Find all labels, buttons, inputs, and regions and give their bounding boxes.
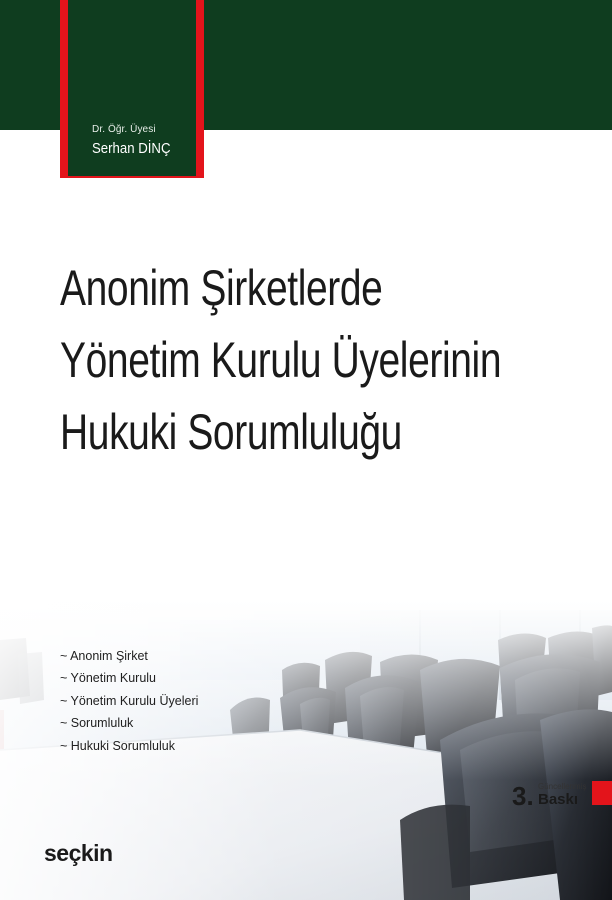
author-academic-title: Dr. Öğr. Üyesi — [92, 124, 156, 135]
keyword-item: ~ Yönetim Kurulu Üyeleri — [60, 693, 199, 708]
book-title — [60, 252, 580, 468]
author-name: Serhan DİNÇ — [92, 140, 171, 157]
edition-red-marker — [592, 781, 612, 805]
keyword-list — [60, 645, 198, 757]
author-box — [60, 0, 204, 178]
edition-qualifier: Güncellenmiş — [538, 782, 587, 791]
keyword-item: ~ Hukuki Sorumluluk — [60, 738, 175, 753]
keyword-item: ~ Sorumluluk — [60, 716, 134, 731]
edition-number: 3. — [512, 781, 534, 811]
book-title-line-1: Anonim Şirketlerde — [60, 260, 383, 316]
keyword-item: ~ Yönetim Kurulu — [60, 671, 157, 686]
book-title-line-3: Hukuki Sorumluluğu — [60, 404, 402, 460]
publisher-logo: seçkin — [44, 840, 113, 866]
book-title-line-2: Yönetim Kurulu Üyelerinin — [60, 332, 502, 388]
edition-word: Baskı — [538, 791, 579, 808]
keyword-item: ~ Anonim Şirket — [60, 649, 148, 663]
